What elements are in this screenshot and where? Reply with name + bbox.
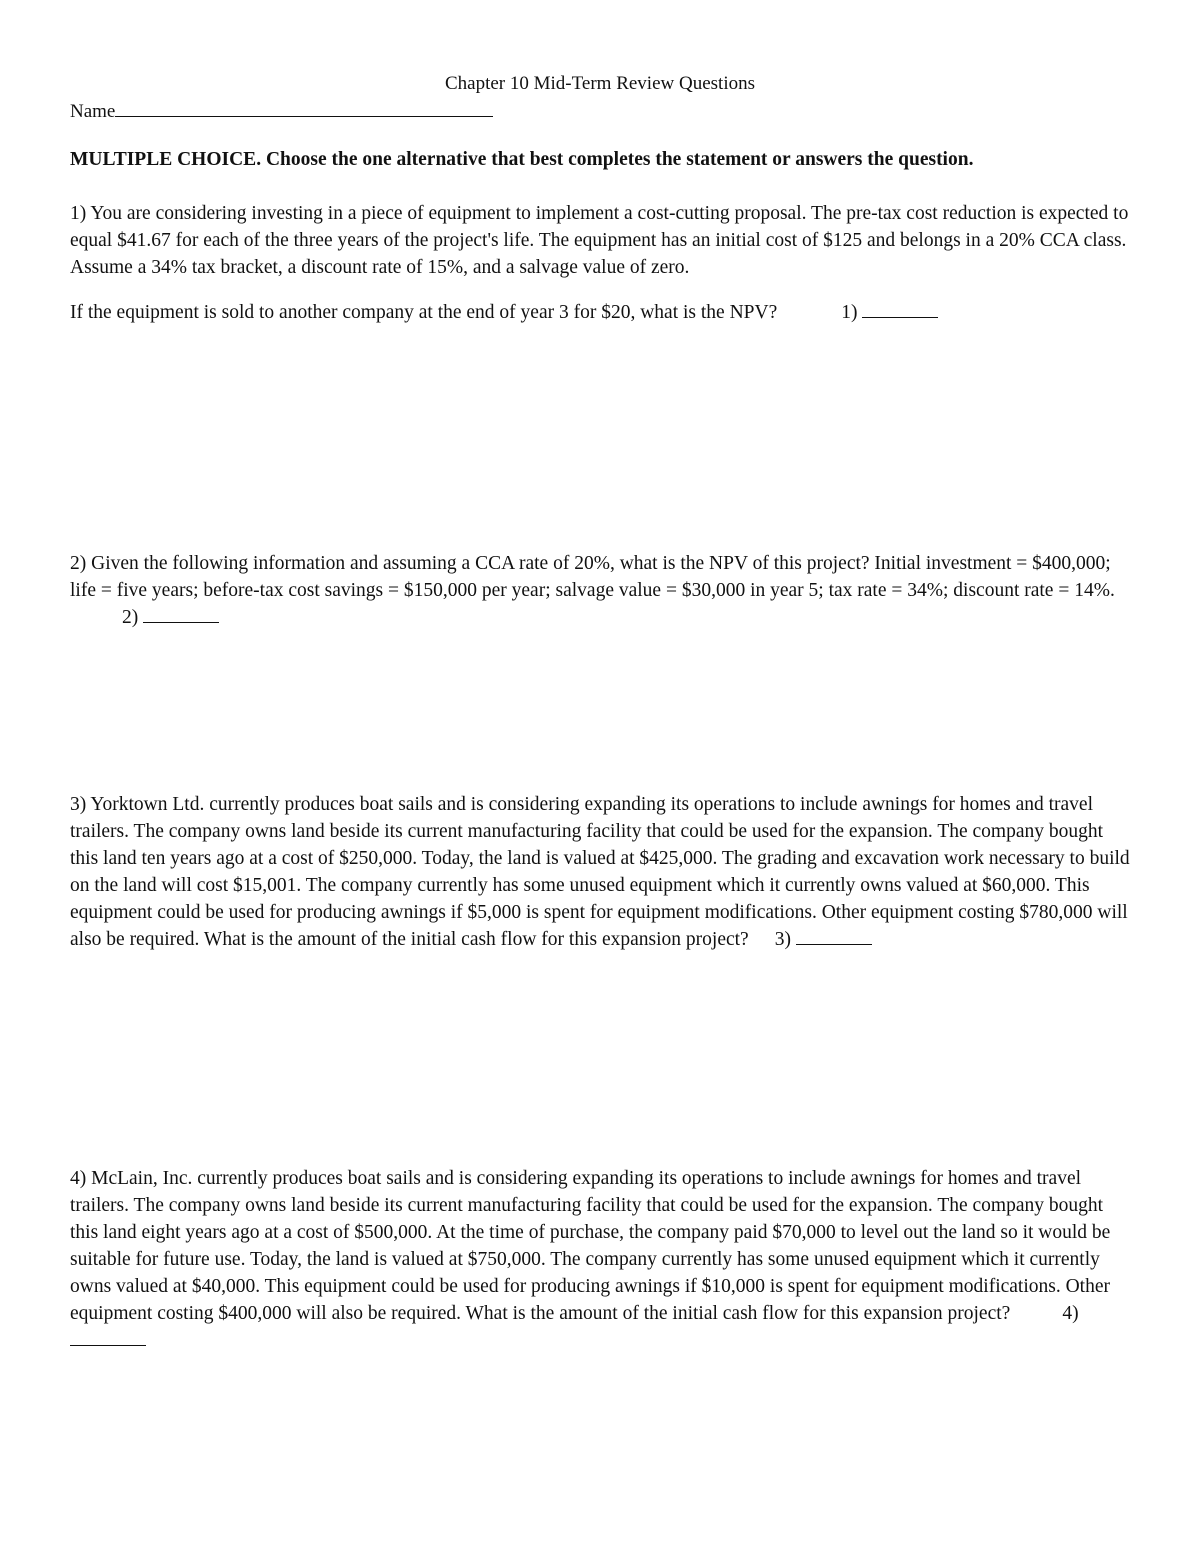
question-1-text: 1) You are considering investing in a piece of equipment to implement a cost-cutting proposal. The pre-tax cost reduction is expected to equal $41.67 for each of the three years of the project's life. The equipment has an initial cost of $125 and belongs in a 20% CCA class. Assume a 34% tax bracket, a discount rate of 15%, and a salvage value of zero.	[70, 203, 1129, 278]
question-4-row	[70, 1165, 1132, 1354]
question-2	[70, 550, 1132, 631]
name-field	[70, 98, 493, 124]
question-4	[70, 1165, 1132, 1354]
question-1	[70, 200, 1132, 326]
name-blank-line	[115, 98, 493, 117]
answer-label-1: 1)	[841, 302, 858, 323]
question-1-subtext: If the equipment is sold to another company at the end of year 3 for $20, what is the NPV?	[70, 302, 778, 323]
question-1-subtext-row	[70, 299, 1132, 326]
question-3	[70, 791, 1132, 953]
name-label: Name	[70, 101, 116, 122]
answer-blank-4	[70, 1329, 146, 1346]
instructions: MULTIPLE CHOICE. Choose the one alternative that best completes the statement or answers the question.	[70, 149, 974, 170]
question-3-row	[70, 791, 1132, 953]
answer-blank-1	[862, 301, 938, 318]
answer-label-3: 3)	[774, 929, 791, 950]
question-2-text: 2) Given the following information and assuming a CCA rate of 20%, what is the NPV of this project? Initial investment = $400,000; life = five years; before-tax cost savings = $150,000 per year; salvage value = $30,000 in year 5; tax rate = 34%; discount rate = 14%.	[70, 553, 1115, 601]
answer-blank-2	[143, 606, 219, 623]
question-2-row	[70, 550, 1132, 631]
question-3-text: 3) Yorktown Ltd. currently produces boat sails and is considering expanding its operations to include awnings for homes and travel trailers. The company owns land beside its current manufacturing facility that could be used for the expansion. The company bought this land ten years ago at a cost of $250,000. Today, the land is valued at $425,000. The grading and excavation work necessary to build on the land will cost $15,001. The company currently has some unused equipment which it currently owns valued at $60,000. This equipment could be used for producing awnings if $5,000 is spent for equipment modifications. Other equipment costing $780,000 will also be required. What is the amount of the initial cash flow for this expansion project?	[70, 794, 1130, 950]
answer-label-4: 4)	[1062, 1303, 1079, 1324]
answer-blank-3	[796, 928, 872, 945]
document-title: Chapter 10 Mid-Term Review Questions	[444, 73, 755, 94]
answer-label-2: 2)	[122, 607, 139, 628]
question-4-text: 4) McLain, Inc. currently produces boat sails and is considering expanding its operations to include awnings for homes and travel trailers. The company owns land beside its current manufacturing facility that could be used for the expansion. The company bought this land eight years ago at a cost of $500,000. At the time of purchase, the company paid $70,000 to level out the land so it would be suitable for future use. Today, the land is valued at $750,000. The company currently has some unused equipment which it currently owns valued at $40,000. This equipment could be used for producing awnings if $10,000 is spent for equipment modifications. Other equipment costing $400,000 will also be required. What is the amount of the initial cash flow for this expansion project?	[70, 1168, 1111, 1324]
